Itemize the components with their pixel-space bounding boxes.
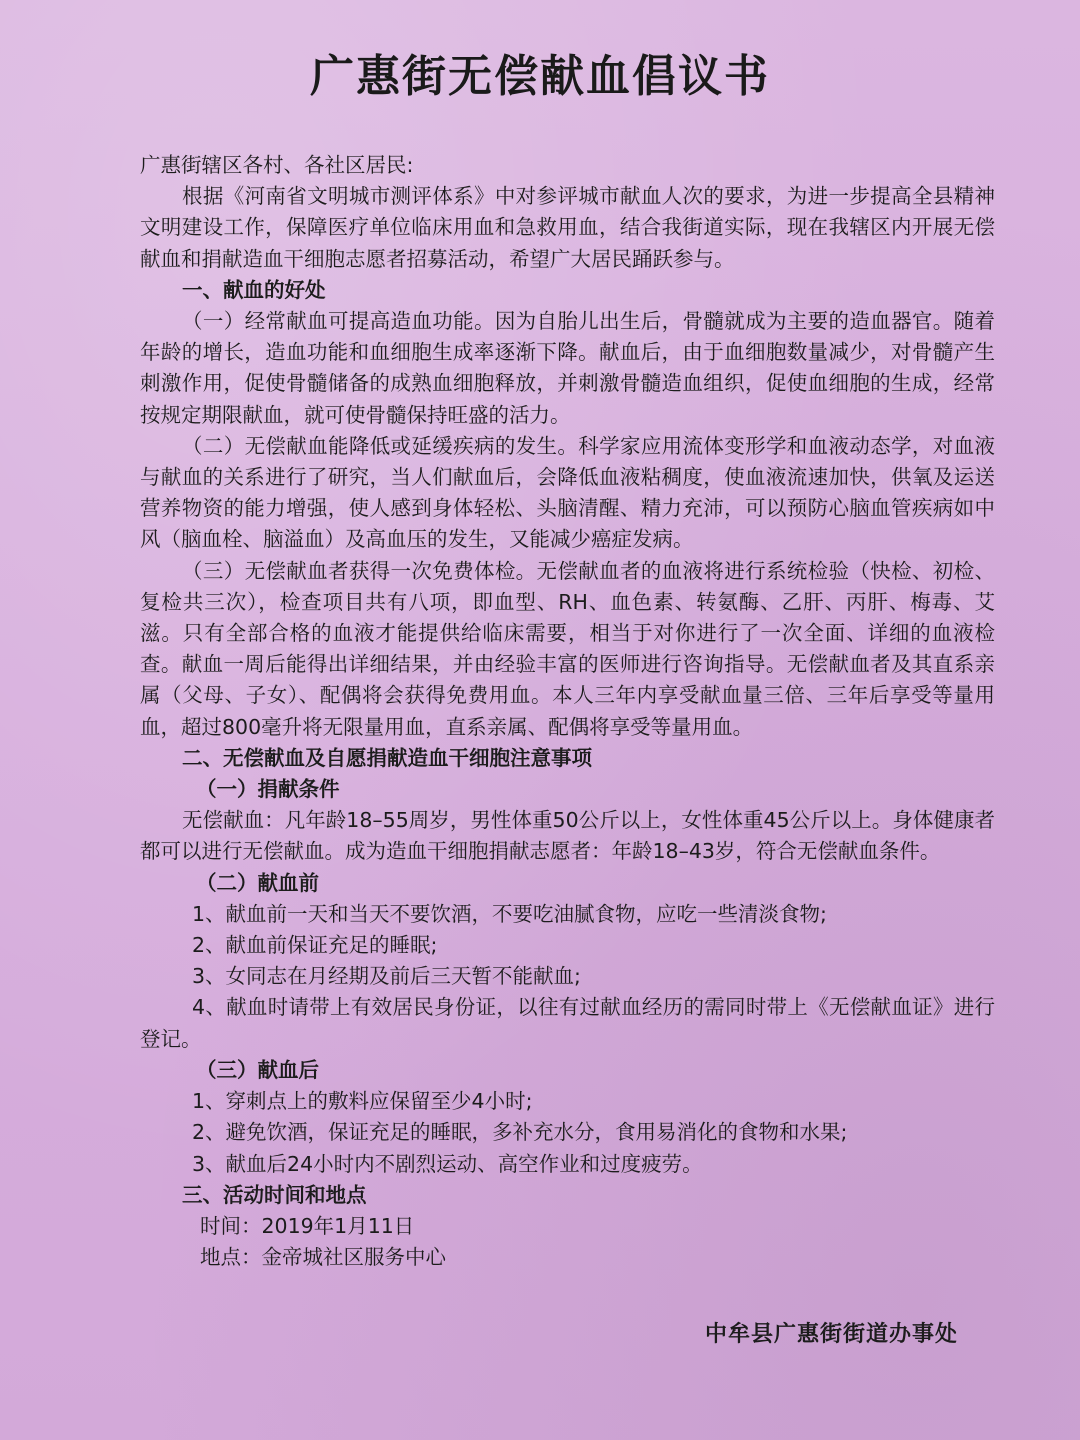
document-title: 广惠街无偿献血倡议书: [310, 51, 770, 102]
after-item-3: 3、献血后24小时内不剧烈运动、高空作业和过度疲劳。: [192, 1151, 703, 1176]
document-body: [140, 150, 995, 1273]
before-item-4: 4、献血时请带上有效居民身份证，以往有过献血经历的需同时带上《无偿献血证》进行登记。: [140, 995, 995, 1051]
benefit-paragraph-3: （三）无偿献血者获得一次免费体检。无偿献血者的血液将进行系统检验（快检、初检、复检共三次），检查项目共有八项，即血型、RH、血色素、转氨酶、乙肝、丙肝、梅毒、艾滋。只有全部合格的血液才能提供给临床需要，相当于对你进行了一次全面、详细的血液检查。献血一周后能得出详细结果，并由经验丰富的医师进行咨询指导。无偿献血者及其直系亲属（父母、子女）、配偶将会获得免费用血。本人三年内享受献血量三倍、三年后享受等量用血，超过800毫升将无限量用血，直系亲属、配偶将享受等量用血。: [140, 558, 995, 739]
subsection-heading-before: （二）献血前: [196, 870, 319, 895]
salutation: 广惠街辖区各村、各社区居民:: [140, 153, 414, 177]
before-item-1: 1、献血前一天和当天不要饮酒，不要吃油腻食物，应吃一些清淡食物;: [192, 901, 827, 926]
conditions-paragraph: 无偿献血：凡年龄18–55周岁，男性体重50公斤以上，女性体重45公斤以上。身体健康者都可以进行无偿献血。成为造血干细胞捐献志愿者：年龄18–43岁，符合无偿献血条件。: [140, 808, 995, 864]
benefit-paragraph-2: （二）无偿献血能降低或延缓疾病的发生。科学家应用流体变形学和血液动态学，对血液与献血的关系进行了研究，当人们献血后，会降低血液粘稠度，使血液流速加快，供氧及运送营养物资的能力增强，使人感到身体轻松、头脑清醒、精力充沛，可以预防心脑血管疾病如中风（脑血栓、脑溢血）及高血压的发生，又能减少癌症发病。: [140, 433, 995, 552]
section-heading-time-place: 三、活动时间和地点: [182, 1182, 367, 1207]
intro-paragraph: 根据《河南省文明城市测评体系》中对参评城市献血人次的要求，为进一步提高全县精神文明建设工作，保障医疗单位临床用血和急救用血，结合我街道实际，现在我辖区内开展无偿献血和捐献造血干细胞志愿者招募活动，希望广大居民踊跃参与。: [140, 184, 995, 271]
subsection-heading-conditions: （一）捐献条件: [196, 777, 340, 802]
section-heading-benefits: 一、献血的好处: [182, 277, 326, 302]
event-place: 地点：金帝城社区服务中心: [200, 1245, 446, 1270]
section-heading-notes: 二、无偿献血及自愿捐献造血干细胞注意事项: [182, 745, 592, 770]
after-item-1: 1、穿刺点上的敷料应保留至少4小时;: [192, 1089, 533, 1114]
after-item-2: 2、避免饮酒，保证充足的睡眠，多补充水分，食用易消化的食物和水果;: [192, 1120, 848, 1145]
benefit-paragraph-1: （一）经常献血可提高造血功能。因为自胎儿出生后，骨髓就成为主要的造血器官。随着年龄的增长，造血功能和血细胞生成率逐渐下降。献血后，由于血细胞数量减少，对骨髓产生刺激作用，促使骨髓储备的成熟血细胞释放，并刺激骨髓造血组织，促使血细胞的生成，经常按规定期限献血，就可使骨髓保持旺盛的活力。: [140, 309, 995, 427]
issuer-signature: 中牟县广惠街街道办事处: [704, 1322, 958, 1347]
event-time: 时间：2019年1月11日: [200, 1213, 415, 1238]
subsection-heading-after: （三）献血后: [196, 1057, 319, 1082]
before-item-3: 3、女同志在月经期及前后三天暂不能献血;: [192, 964, 581, 989]
before-item-2: 2、献血前保证充足的睡眠;: [192, 933, 438, 958]
